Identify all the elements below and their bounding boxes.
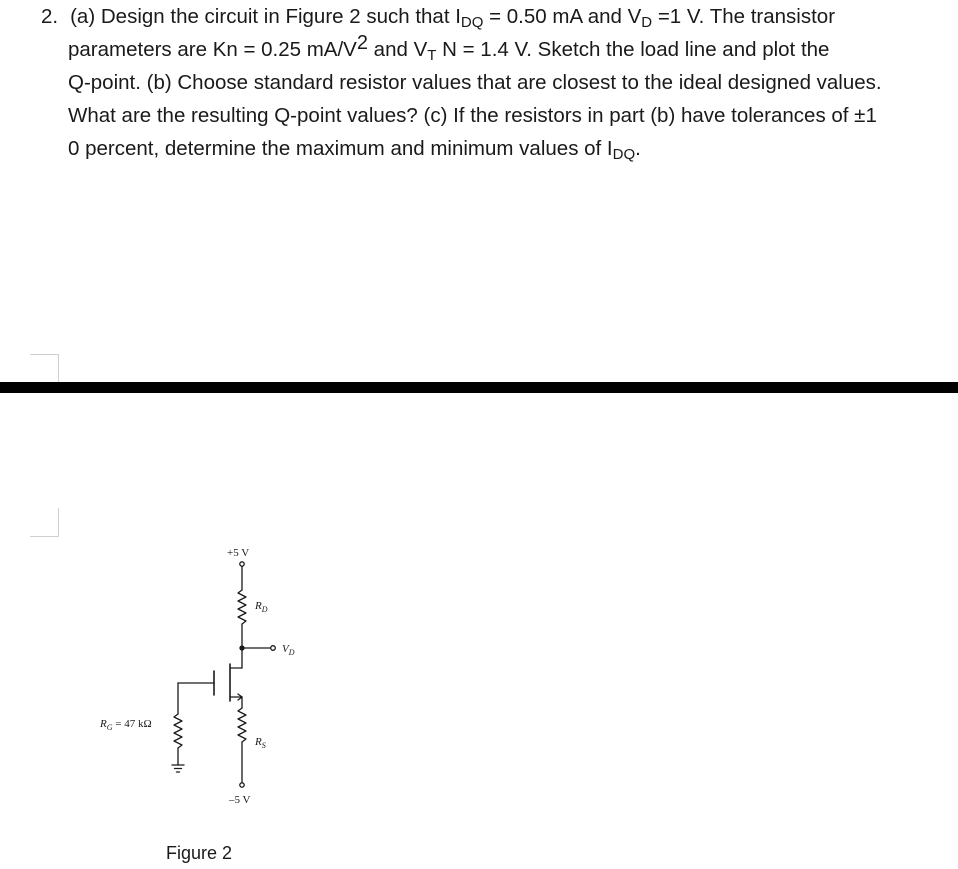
text-segment: =1 V. The transistor — [652, 5, 836, 28]
text-segment: N = 1.4 V. Sketch the load line and plot the — [436, 38, 830, 61]
subscript: D — [641, 14, 653, 31]
vdd-label: +5 V — [227, 547, 250, 559]
text-segment: = 0.50 mA and V — [483, 5, 642, 28]
text-segment: 0 percent, determine the maximum and minimum values of I — [68, 137, 613, 160]
vss-label: –5 V — [229, 794, 251, 806]
rg-value: = 47 kΩ — [112, 718, 152, 730]
text-segment: parameters are Kn = 0.25 mA/V — [68, 38, 357, 61]
vd-terminal — [271, 646, 276, 651]
figure-caption: Figure 2 — [166, 843, 233, 863]
rd-subscript: D — [261, 605, 268, 614]
subscript: DQ — [612, 146, 636, 163]
rg-label — [99, 718, 152, 732]
rs-label — [254, 736, 266, 750]
source-resistor — [238, 708, 246, 742]
rs-letter: R — [255, 736, 262, 748]
rs-subscript: S — [261, 741, 266, 750]
problem-number: 2. — [41, 5, 59, 28]
text-segment: and V — [367, 38, 428, 61]
subscript: T — [427, 47, 437, 64]
drain-resistor — [238, 590, 246, 624]
gate-resistor — [174, 714, 182, 748]
rg-subscript: G — [106, 723, 113, 732]
problem-line-3: Q-point. (b) Choose standard resistor values that are closest to the ideal designed values. — [68, 71, 882, 94]
subscript: DQ — [460, 14, 484, 31]
problem-line-4: What are the resulting Q-point values? (c) If the resistors in part (b) have tolerances of ±1 — [68, 104, 877, 127]
vd-subscript: D — [288, 648, 295, 657]
superscript: 2 — [356, 32, 368, 54]
rd-letter: R — [255, 600, 262, 612]
vd-letter: V — [282, 643, 289, 655]
text-segment: (a) Design the circuit in Figure 2 such that I — [70, 5, 461, 28]
vd-label — [282, 643, 295, 657]
rd-label — [254, 600, 268, 614]
vss-terminal — [240, 783, 244, 787]
rg-letter: R — [100, 718, 107, 730]
text-segment: . — [635, 137, 641, 160]
